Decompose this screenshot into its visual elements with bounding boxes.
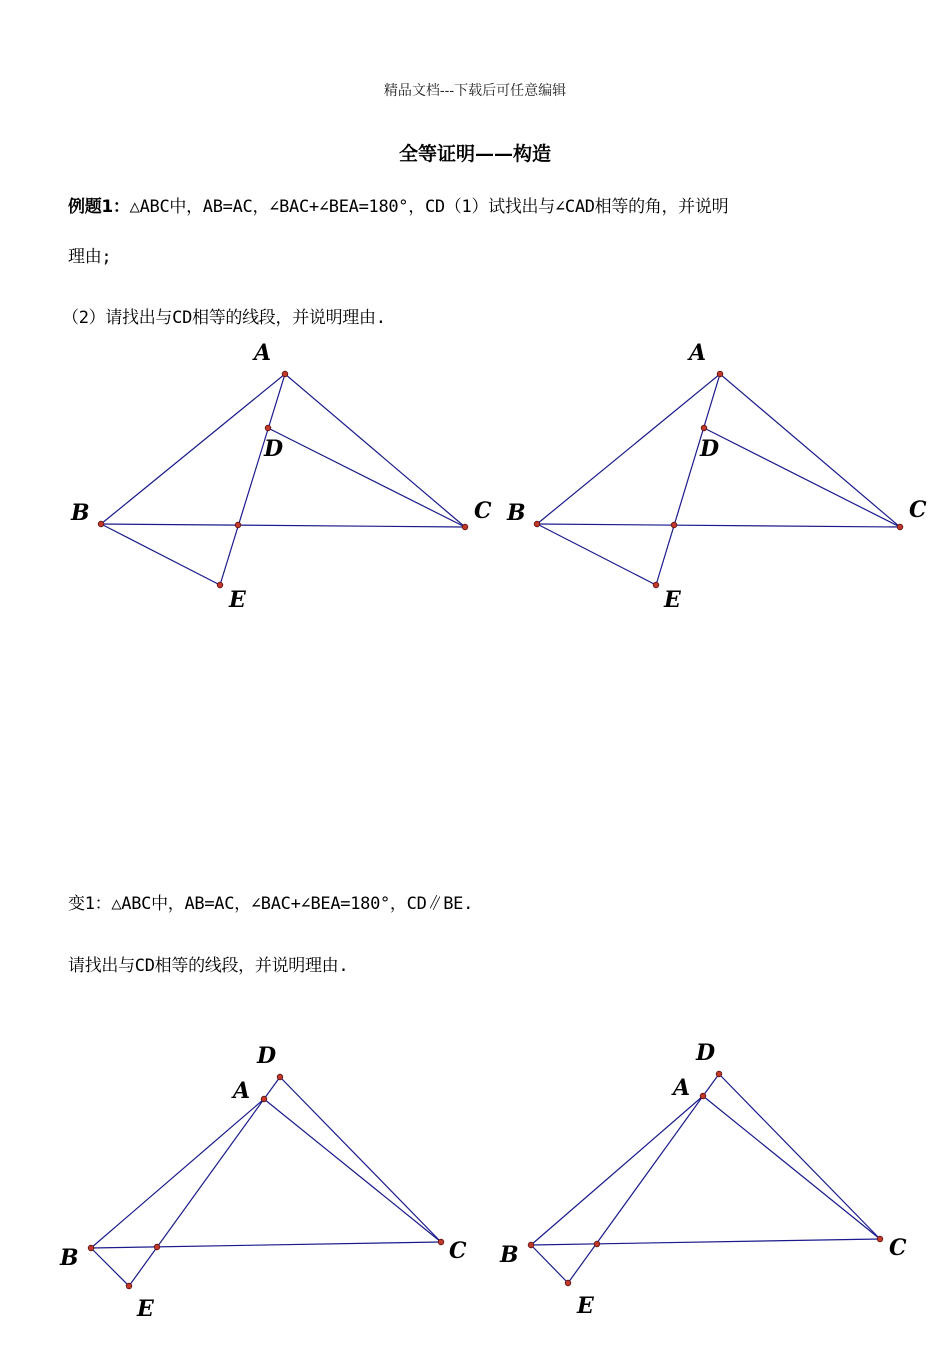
variant-line-1: 变1：△ABC中，AB=AC，∠BAC+∠BEA=180°，CD∥BE. [68, 894, 474, 914]
label-C: C [474, 498, 492, 524]
label-C: C [909, 497, 927, 523]
label-B: B [507, 500, 526, 526]
page-header: 精品文档---下载后可任意编辑 [383, 83, 567, 99]
label-D: D [700, 436, 720, 462]
label-B: B [60, 1245, 79, 1271]
example-text-1: △ABC中，AB=AC，∠BAC+∠BEA=180°，CD（1）试找出与∠CAD相等的角，并说明 [129, 197, 729, 217]
label-B: B [500, 1242, 519, 1268]
label-C: C [889, 1235, 907, 1261]
label-A: A [673, 1075, 691, 1101]
label-B: B [71, 500, 90, 526]
page-title: 全等证明——构造 [398, 143, 551, 165]
label-D: D [696, 1040, 716, 1066]
label-E: E [137, 1296, 154, 1322]
label-A: A [254, 340, 272, 366]
geometry-lines [531, 1074, 880, 1283]
label-D: D [264, 436, 284, 462]
label-A: A [233, 1078, 251, 1104]
label-E: E [664, 587, 681, 613]
example-line-3: （2）请找出与CD相等的线段，并说明理由. [62, 308, 386, 328]
example-label: 例题1： [68, 197, 130, 217]
label-D: D [257, 1043, 277, 1069]
variant-line-2: 请找出与CD相等的线段，并说明理由. [68, 956, 349, 976]
label-A: A [689, 340, 707, 366]
label-E: E [577, 1293, 594, 1319]
geometry-points [528, 1071, 883, 1286]
label-C: C [449, 1238, 467, 1264]
example-line-2: 理由; [68, 247, 112, 267]
label-E: E [229, 587, 246, 613]
